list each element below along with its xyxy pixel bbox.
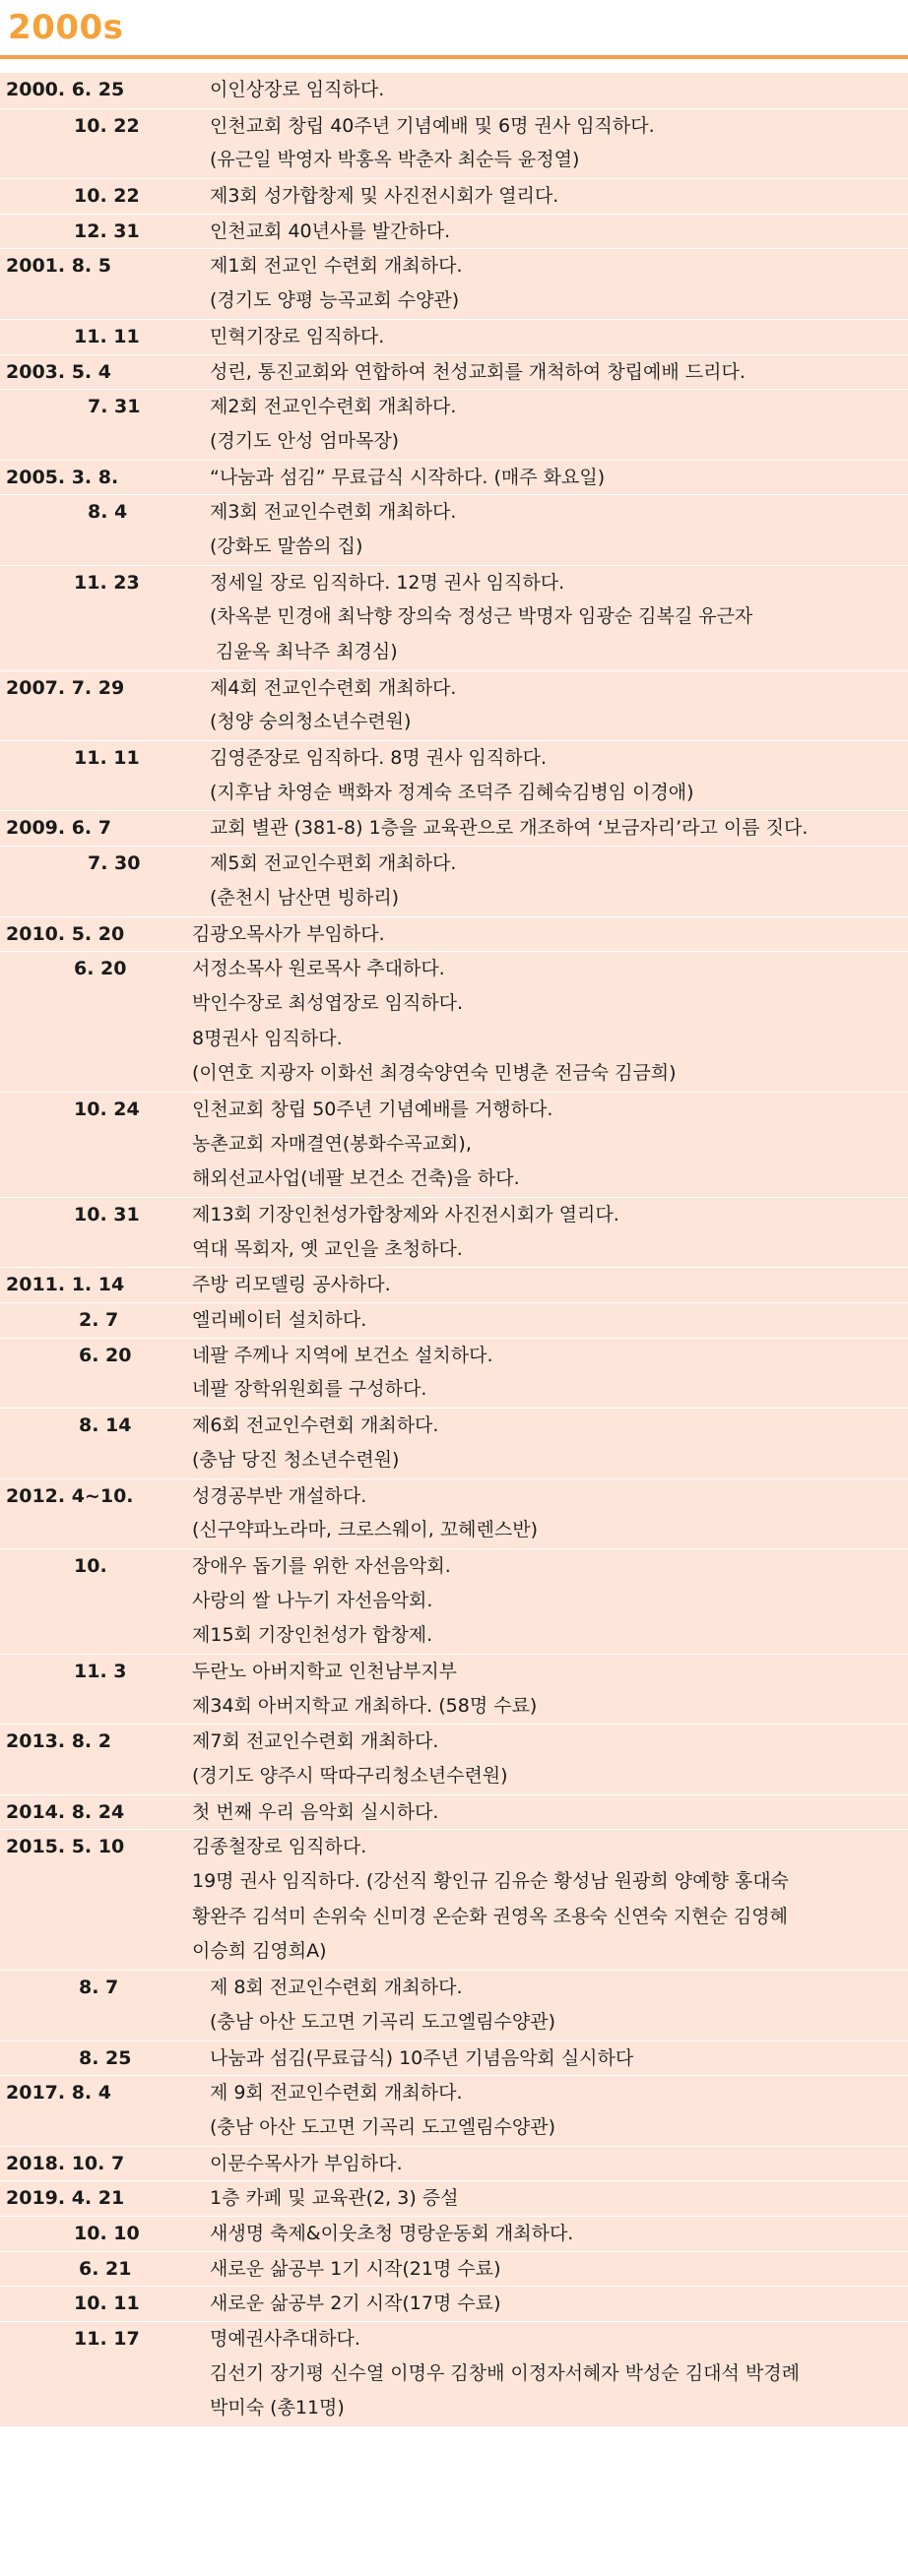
timeline-row bbox=[0, 881, 908, 916]
event-text: 성린, 통진교회와 연합하여 천성교회를 개척하여 창립예배 드리다. bbox=[210, 360, 746, 383]
event-date: 2000. 6. 25 bbox=[6, 79, 125, 100]
event-text: 교회 별관 (381-8) 1층을 교육관으로 개조하여 ‘보금자리’라고 이름 짓다. bbox=[210, 817, 809, 840]
event-text: 김선기 장기평 신수열 이명우 김창배 이정자서혜자 박성순 김대석 박경례 bbox=[210, 2361, 800, 2384]
timeline-row bbox=[0, 2041, 908, 2076]
timeline-row bbox=[0, 740, 908, 776]
event-date: 2010. 5. 20 bbox=[6, 922, 125, 945]
timeline-row bbox=[0, 460, 908, 495]
timeline-row bbox=[0, 1092, 908, 1127]
event-text: 새로운 삶공부 2기 시작(17명 수료) bbox=[210, 2293, 501, 2315]
timeline-row bbox=[0, 283, 908, 319]
timeline-row bbox=[0, 2356, 908, 2392]
timeline-row bbox=[0, 2110, 908, 2146]
event-text: 정세일 장로 임직하다. 12명 권사 임직하다. bbox=[210, 571, 565, 594]
event-date: 2019. 4. 21 bbox=[6, 2187, 125, 2210]
event-text: (청양 숭의청소년수련원) bbox=[210, 711, 412, 733]
event-text: (강화도 말씀의 집) bbox=[210, 534, 363, 557]
event-date: 10. 22 bbox=[74, 185, 140, 208]
timeline-row bbox=[0, 1127, 908, 1162]
event-date: 11. 23 bbox=[74, 571, 140, 594]
timeline-row bbox=[0, 1232, 908, 1268]
event-text: “나눔과 섬김” 무료급식 시작하다. (매주 화요일) bbox=[210, 466, 606, 488]
event-date: 10. 22 bbox=[74, 114, 140, 137]
event-date: 2017. 8. 4 bbox=[6, 2082, 111, 2105]
timeline-row bbox=[0, 1618, 908, 1654]
timeline-row bbox=[0, 1864, 908, 1900]
event-text: 첫 번째 우리 음악회 실시하다. bbox=[192, 1800, 439, 1823]
timeline-row bbox=[0, 2180, 908, 2216]
event-date: 6. 20 bbox=[74, 958, 127, 980]
event-date: 12. 31 bbox=[74, 220, 140, 242]
page-title: 2000s bbox=[8, 8, 124, 47]
timeline-row bbox=[0, 1794, 908, 1830]
timeline-row bbox=[0, 1372, 908, 1408]
timeline-row bbox=[0, 2075, 908, 2110]
timeline-row bbox=[0, 2321, 908, 2356]
event-text: 주방 리모델링 공사하다. bbox=[192, 1274, 391, 1296]
timeline-row bbox=[0, 670, 908, 706]
event-text: 명예권사추대하다. bbox=[210, 2328, 360, 2350]
event-date: 7. 31 bbox=[88, 396, 141, 418]
event-date: 11. 11 bbox=[74, 325, 140, 347]
timeline-row bbox=[0, 354, 908, 390]
event-date: 2007. 7. 29 bbox=[6, 676, 125, 699]
event-text: 이문수목사가 부임하다. bbox=[210, 2152, 403, 2174]
event-text: 황완주 김석미 손위숙 신미경 온순화 권영옥 조용숙 신연숙 지현순 김영혜 bbox=[192, 1905, 788, 1927]
event-date: 10. bbox=[74, 1554, 107, 1577]
timeline-row bbox=[0, 1759, 908, 1794]
event-text: 사랑의 쌀 나누기 자선음악회. bbox=[192, 1589, 433, 1611]
event-text: 제2회 전교인수련회 개최하다. bbox=[210, 396, 457, 418]
event-date: 2012. 4~10. bbox=[6, 1484, 134, 1507]
timeline-row bbox=[0, 214, 908, 249]
event-text: (경기도 양주시 딱따구리청소년수련원) bbox=[192, 1765, 508, 1787]
timeline-row bbox=[0, 776, 908, 811]
event-text: (신구약파노라마, 크로스웨이, 꼬헤렌스반) bbox=[192, 1519, 539, 1541]
event-text: 김종철장로 임직하다. bbox=[192, 1836, 367, 1858]
event-text: 제13회 기장인천성가합창제와 사진전시회가 열리다. bbox=[192, 1204, 619, 1225]
event-date: 8. 14 bbox=[79, 1414, 132, 1437]
event-text: 네팔 주께나 지역에 보건소 설치하다. bbox=[192, 1344, 493, 1366]
event-text: 김광오목사가 부임하다. bbox=[192, 922, 385, 945]
timeline-row bbox=[0, 2005, 908, 2041]
event-date: 11. 3 bbox=[74, 1660, 127, 1682]
timeline-row bbox=[0, 810, 908, 846]
event-date: 2018. 10. 7 bbox=[6, 2152, 125, 2174]
event-date: 8. 4 bbox=[88, 501, 128, 524]
timeline-row bbox=[0, 73, 908, 108]
event-date: 6. 20 bbox=[79, 1344, 132, 1366]
event-date: 2005. 3. 8. bbox=[6, 466, 119, 488]
event-date: 8. 25 bbox=[79, 2046, 132, 2069]
event-text: 인천교회 창립 50주년 기념예배를 거행하다. bbox=[192, 1098, 553, 1120]
event-text: 제7회 전교인수련회 개최하다. bbox=[192, 1730, 439, 1753]
timeline-row bbox=[0, 951, 908, 986]
event-text: 역대 목회자, 옛 교인을 초청하다. bbox=[192, 1237, 463, 1260]
timeline-row bbox=[0, 599, 908, 635]
timeline-row bbox=[0, 1934, 908, 1970]
timeline-row bbox=[0, 2216, 908, 2251]
event-text: (충남 아산 도고면 기곡리 도고엘림수양관) bbox=[210, 2010, 556, 2033]
event-text: 제 8회 전교인수련회 개최하다. bbox=[210, 1977, 463, 1999]
event-text: (이연호 지광자 이화선 최경숙양연숙 민병춘 전금숙 김금희) bbox=[192, 1062, 677, 1085]
event-text: 제4회 전교인수련회 개최하다. bbox=[210, 676, 457, 699]
event-text: 새생명 축제&이웃초청 명랑운동회 개최하다. bbox=[210, 2222, 574, 2244]
timeline-row bbox=[0, 1162, 908, 1197]
timeline-row bbox=[0, 1548, 908, 1584]
timeline-row bbox=[0, 424, 908, 460]
event-text: 제15회 기장인천성가 합창제. bbox=[192, 1624, 433, 1647]
event-date: 2013. 8. 2 bbox=[6, 1730, 111, 1753]
timeline-row bbox=[0, 2286, 908, 2321]
timeline-row bbox=[0, 108, 908, 144]
timeline-row bbox=[0, 1443, 908, 1478]
event-date: 7. 30 bbox=[88, 852, 141, 875]
timeline-row bbox=[0, 1900, 908, 1935]
title-divider bbox=[0, 55, 908, 59]
timeline-row bbox=[0, 705, 908, 740]
event-date: 2003. 5. 4 bbox=[6, 360, 111, 383]
event-text: (충남 아산 도고면 기곡리 도고엘림수양관) bbox=[210, 2115, 556, 2138]
timeline-row bbox=[0, 1056, 908, 1092]
timeline-row bbox=[0, 1584, 908, 1619]
event-date: 11. 11 bbox=[74, 747, 140, 770]
event-date: 10. 10 bbox=[74, 2222, 140, 2244]
event-date: 10. 31 bbox=[74, 1204, 140, 1225]
timeline-row bbox=[0, 2391, 908, 2426]
event-date: 6. 21 bbox=[79, 2257, 132, 2280]
event-text: 나눔과 섬김(무료급식) 10주년 기념음악회 실시하다 bbox=[210, 2046, 634, 2069]
event-text: 인천교회 40년사를 발간하다. bbox=[210, 220, 451, 242]
event-date: 2015. 5. 10 bbox=[6, 1836, 125, 1858]
timeline-row bbox=[0, 1267, 908, 1302]
timeline-row bbox=[0, 143, 908, 178]
event-text: 제1회 전교인 수련회 개최하다. bbox=[210, 255, 463, 278]
event-text: 제6회 전교인수련회 개최하다. bbox=[192, 1414, 439, 1437]
event-text: 8명권사 임직하다. bbox=[192, 1027, 343, 1049]
event-text: 김윤옥 최낙주 최경심) bbox=[216, 641, 398, 662]
timeline-row bbox=[0, 916, 908, 952]
event-text: 이승희 김영희A) bbox=[192, 1940, 327, 1963]
event-date: 2. 7 bbox=[79, 1309, 119, 1332]
event-text: 성경공부반 개설하다. bbox=[192, 1484, 367, 1507]
timeline-row bbox=[0, 1724, 908, 1759]
timeline-row bbox=[0, 986, 908, 1022]
event-text: 네팔 장학위원회를 구성하다. bbox=[192, 1378, 427, 1401]
timeline-row bbox=[0, 2251, 908, 2287]
event-text: (경기도 양평 능곡교회 수양관) bbox=[210, 289, 460, 312]
timeline-row bbox=[0, 1689, 908, 1725]
timeline-row bbox=[0, 1829, 908, 1864]
timeline-row bbox=[0, 635, 908, 670]
timeline-row bbox=[0, 178, 908, 214]
event-text: 제3회 전교인수련회 개최하다. bbox=[210, 501, 457, 524]
timeline-row bbox=[0, 1197, 908, 1232]
event-date: 8. 7 bbox=[79, 1977, 119, 1999]
event-text: 농촌교회 자매결연(봉화수곡교회), bbox=[192, 1132, 472, 1155]
timeline-row bbox=[0, 846, 908, 881]
timeline-row bbox=[0, 319, 908, 354]
event-text: 이인상장로 임직하다. bbox=[210, 79, 385, 100]
timeline-row bbox=[0, 565, 908, 600]
event-text: 제 9회 전교인수련회 개최하다. bbox=[210, 2082, 463, 2105]
timeline-row bbox=[0, 1513, 908, 1548]
timeline-row bbox=[0, 1478, 908, 1514]
timeline-row bbox=[0, 1408, 908, 1443]
event-text: (차옥분 민경애 최낙향 장의숙 정성근 박명자 임광순 김복길 유근자 bbox=[210, 605, 753, 628]
event-text: 19명 권사 임직하다. (강선직 황인규 김유순 황성남 원광희 양예향 홍대숙 bbox=[192, 1870, 789, 1893]
event-text: 해외선교사업(네팔 보건소 건축)을 하다. bbox=[192, 1167, 520, 1190]
timeline-row bbox=[0, 494, 908, 530]
event-text: 두란노 아버지학교 인천남부지부 bbox=[192, 1660, 458, 1682]
event-text: 서정소목사 원로목사 추대하다. bbox=[192, 958, 445, 980]
timeline-row bbox=[0, 1654, 908, 1689]
event-text: (충남 당진 청소년수련원) bbox=[192, 1448, 400, 1471]
event-text: (춘천시 남산면 빙하리) bbox=[210, 886, 400, 909]
event-text: (경기도 안성 엄마목장) bbox=[210, 429, 400, 452]
event-text: 엘리베이터 설치하다. bbox=[192, 1309, 367, 1332]
event-date: 11. 17 bbox=[74, 2328, 140, 2350]
event-text: 1층 카페 및 교육관(2, 3) 증설 bbox=[210, 2187, 459, 2210]
event-date: 2011. 1. 14 bbox=[6, 1274, 125, 1296]
event-text: (유근일 박영자 박홍옥 박춘자 최순득 윤정열) bbox=[210, 149, 580, 171]
timeline-row bbox=[0, 1022, 908, 1057]
event-date: 2014. 8. 24 bbox=[6, 1800, 125, 1823]
event-text: 장애우 돕기를 위한 자선음악회. bbox=[192, 1554, 451, 1577]
event-date: 10. 24 bbox=[74, 1098, 140, 1120]
timeline-row bbox=[0, 2146, 908, 2181]
event-text: 민혁기장로 임직하다. bbox=[210, 325, 385, 347]
event-text: 제34회 아버지학교 개최하다. (58명 수료) bbox=[192, 1694, 538, 1717]
timeline-row bbox=[0, 530, 908, 565]
event-text: 박인수장로 최성엽장로 임직하다. bbox=[192, 991, 464, 1014]
event-text: 김영준장로 임직하다. 8명 권사 임직하다. bbox=[210, 747, 547, 770]
section-header bbox=[0, 0, 908, 57]
event-date: 2009. 6. 7 bbox=[6, 817, 111, 840]
event-text: 박미숙 (총11명) bbox=[210, 2397, 345, 2419]
timeline-list bbox=[0, 73, 908, 2426]
timeline-row bbox=[0, 248, 908, 283]
timeline-row bbox=[0, 1338, 908, 1373]
event-date: 10. 11 bbox=[74, 2293, 140, 2315]
timeline-row bbox=[0, 389, 908, 424]
event-date: 2001. 8. 5 bbox=[6, 255, 111, 278]
timeline-row bbox=[0, 1970, 908, 2005]
event-text: (지후남 차영순 백화자 정계숙 조덕주 김혜숙김병임 이경애) bbox=[210, 781, 694, 803]
event-text: 새로운 삶공부 1기 시작(21명 수료) bbox=[210, 2257, 501, 2280]
event-text: 제5회 전교인수편회 개최하다. bbox=[210, 852, 457, 875]
event-text: 제3회 성가합창제 및 사진전시회가 열리다. bbox=[210, 185, 559, 208]
event-text: 인천교회 창립 40주년 기념예배 및 6명 권사 임직하다. bbox=[210, 114, 655, 137]
timeline-row bbox=[0, 1302, 908, 1338]
